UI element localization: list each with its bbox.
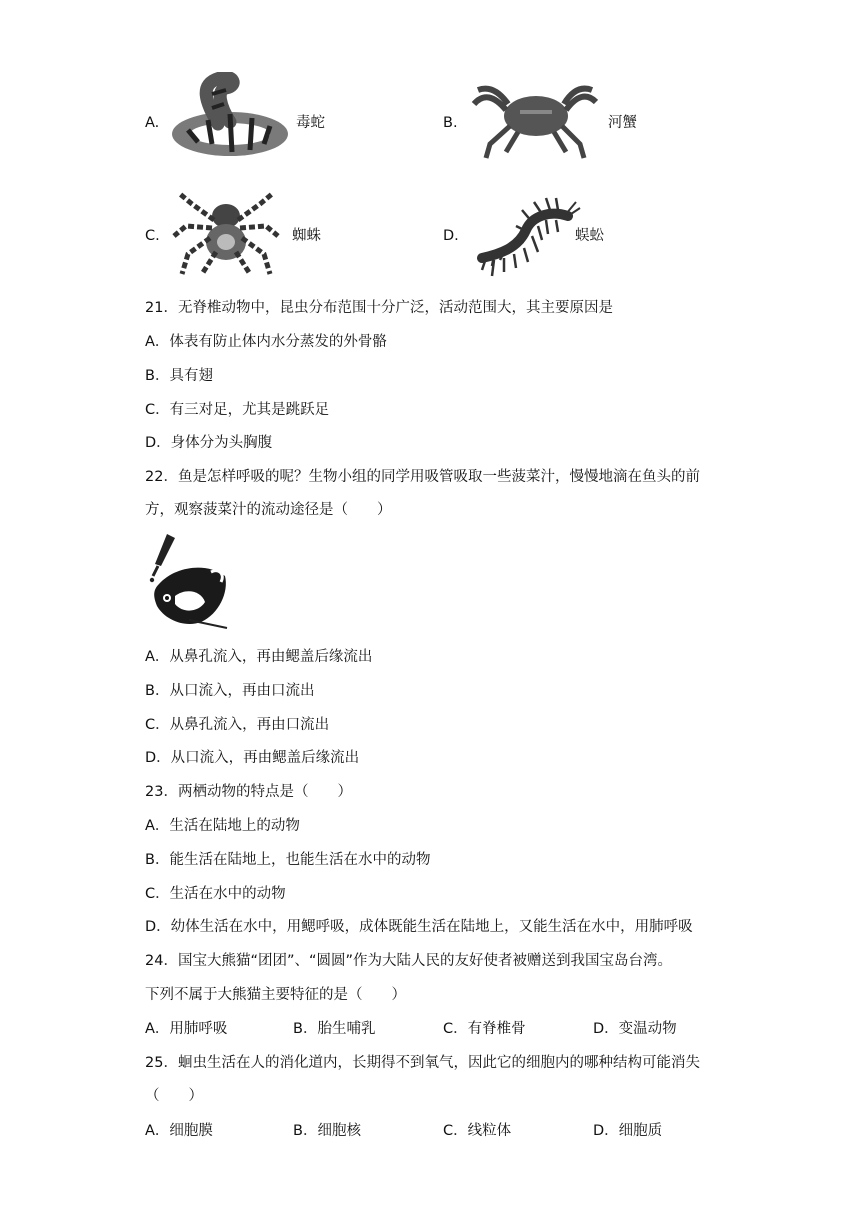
fish-dropper-icon: [145, 532, 231, 632]
question-25-stem-line1: 25．蛔虫生活在人的消化道内，长期得不到氧气，因此它的细胞内的哪种结构可能消失: [145, 1055, 700, 1071]
question-23-option-a: A．生活在陆地上的动物: [145, 818, 300, 834]
question-22-option-b: B．从口流入，再由口流出: [145, 683, 315, 699]
question-25-option-c: C．线粒体: [443, 1123, 512, 1139]
option-name: 蜈蚣: [575, 228, 604, 244]
question-24-option-d: D．变温动物: [593, 1021, 677, 1037]
option-name: 河蟹: [608, 115, 637, 131]
question-24-stem-line1: 24．国宝大熊猫“团团”、“圆圆”作为大陆人民的友好使者被赠送到我国宝岛台湾。: [145, 953, 672, 969]
centipede-icon: [470, 196, 582, 280]
question-24-stem-line2: 下列不属于大熊猫主要特征的是（ ）: [145, 987, 406, 1003]
question-22-stem-line1: 22．鱼是怎样呼吸的呢？生物小组的同学用吸管吸取一些菠菜汁，慢慢地滴在鱼头的前: [145, 469, 700, 485]
question-23-option-c: C．生活在水中的动物: [145, 886, 286, 902]
question-22-option-d: D．从口流入，再由鳃盖后缘流出: [145, 750, 360, 766]
question-22-stem-line2: 方，观察菠菜汁的流动途径是（ ）: [145, 502, 392, 518]
question-23-option-b: B．能生活在陆地上，也能生活在水中的动物: [145, 852, 431, 868]
question-24-option-b: B．胎生哺乳: [293, 1021, 376, 1037]
question-21-option-b: B．具有翅: [145, 368, 213, 384]
option-name: 蜘蛛: [292, 228, 321, 244]
question-21-stem: 21．无脊椎动物中，昆虫分布范围十分广泛，活动范围大，其主要原因是: [145, 300, 613, 316]
question-23-option-d: D．幼体生活在水中，用鳃呼吸，成体既能生活在陆地上，又能生活在水中，用肺呼吸: [145, 919, 693, 935]
question-22-option-a: A．从鼻孔流入，再由鳃盖后缘流出: [145, 649, 373, 665]
option-letter: B.: [443, 115, 458, 131]
snake-icon: [168, 72, 293, 164]
question-24-option-c: C．有脊椎骨: [443, 1021, 526, 1037]
question-25-option-a: A．细胞膜: [145, 1123, 213, 1139]
option-letter: D.: [443, 228, 459, 244]
question-21-option-a: A．体表有防止体内水分蒸发的外骨骼: [145, 334, 387, 350]
option-letter: A.: [145, 115, 160, 131]
question-25-option-b: B．细胞核: [293, 1123, 361, 1139]
question-21-option-d: D．身体分为头胸腹: [145, 435, 273, 451]
option-name: 毒蛇: [296, 115, 325, 131]
crab-icon: [470, 82, 600, 160]
question-24-option-a: A．用肺呼吸: [145, 1021, 228, 1037]
option-letter: C.: [145, 228, 160, 244]
question-21-option-c: C．有三对足，尤其是跳跃足: [145, 402, 330, 418]
spider-icon: [170, 190, 280, 276]
question-25-option-d: D．细胞质: [593, 1123, 663, 1139]
question-25-stem-line2: （ ）: [145, 1088, 203, 1104]
question-23-stem: 23．两栖动物的特点是（ ）: [145, 784, 352, 800]
question-22-option-c: C．从鼻孔流入，再由口流出: [145, 717, 330, 733]
